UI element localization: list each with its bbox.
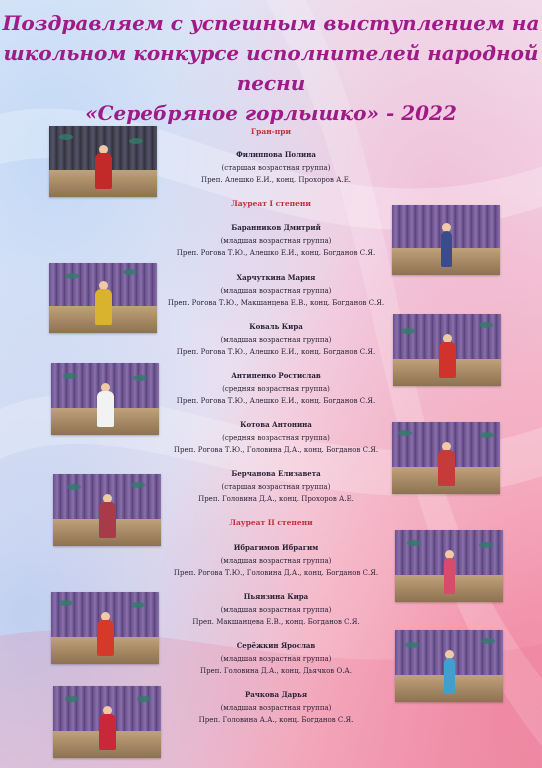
entry-group: (младшая возрастная группа): [220, 556, 332, 565]
entry-name: Серёжкин Ярослав: [236, 641, 316, 650]
entry-name: Антипенко Ростислав: [231, 371, 321, 380]
entry-pyanzina: [136, 591, 416, 629]
entry-group: (младшая возрастная группа): [220, 286, 332, 295]
entry-teachers: Преп. Рогова Т.Ю., Макшанцева Е.В., конц. Богданов С.Я.: [167, 299, 385, 307]
entry-antipenko: [136, 370, 416, 408]
entry-teachers: Преп. Головина А.А., конц. Богданов С.Я.: [198, 716, 354, 724]
entry-name: Коваль Кира: [249, 322, 303, 331]
entry-group: (младшая возрастная группа): [220, 236, 332, 245]
entry-name: Пьянзина Кира: [243, 592, 309, 601]
entry-teachers: Преп. Алешко Е.И., конц. Прохоров А.Е.: [200, 176, 352, 184]
entry-group: (младшая возрастная группа): [220, 335, 332, 344]
entry-teachers: Преп. Макшанцева Е.В., конц. Богданов С.Я.: [192, 618, 360, 626]
entry-name: Котова Антонина: [240, 420, 312, 429]
entry-seryozhkin: [136, 640, 416, 678]
entry-ibragimov: [136, 542, 416, 580]
entry-group: (младшая возрастная группа): [220, 654, 332, 663]
entry-name: Филиппова Полина: [236, 150, 316, 159]
entry-teachers: Преп. Рогова Т.Ю., Алешко Е.И., конц. Богданов С.Я.: [176, 348, 376, 356]
entry-teachers: Преп. Рогова Т.Ю., Головина Д.А., конц. Богданов С.Я.: [173, 446, 379, 454]
entry-berchanova: [136, 468, 416, 506]
title-line-1: Поздравляем с успешным выступлением на: [2, 11, 540, 35]
entry-koval: [136, 321, 416, 359]
entry-teachers: Преп. Рогова Т.Ю., Алешко Е.И., конц. Богданов С.Я.: [176, 249, 376, 257]
entry-name: Баранников Дмитрий: [231, 223, 321, 232]
title-line-2: школьном конкурсе исполнителей народной песни: [3, 41, 539, 95]
section-laureate-1: Лауреат I степени: [231, 199, 311, 208]
entry-group: (старшая возрастная группа): [221, 163, 331, 172]
entry-kotova: [136, 419, 416, 457]
title-line-3: «Серебряное горлышко» - 2022: [85, 101, 457, 125]
entry-group: (средняя возрастная группа): [222, 384, 330, 393]
entry-rachkova: [136, 689, 416, 727]
entry-group: (младшая возрастная группа): [220, 605, 332, 614]
entry-name: Харчуткина Мария: [236, 273, 316, 282]
section-grand-prix: Гран-при: [250, 127, 292, 136]
entry-teachers: Преп. Рогова Т.Ю., Головина Д.А., конц. Богданов С.Я.: [173, 569, 379, 577]
entry-kharchutkina: [136, 272, 416, 310]
entry-group: (средняя возрастная группа): [222, 433, 330, 442]
entry-group: (старшая возрастная группа): [221, 482, 331, 491]
entry-name: Берчанова Елизавета: [231, 469, 321, 478]
entry-teachers: Преп. Головина Д.А., конц. Прохоров А.Е.: [198, 495, 354, 503]
entry-filippova: [136, 149, 416, 187]
entry-barannikov: [136, 222, 416, 260]
entry-name: Ибрагимов Ибрагим: [233, 543, 319, 552]
entry-group: (младшая возрастная группа): [220, 703, 332, 712]
section-laureate-2: Лауреат II степени: [229, 518, 313, 527]
entry-name: Рачкова Дарья: [244, 690, 308, 699]
entry-teachers: Преп. Рогова Т.Ю., Алешко Е.И., конц. Богданов С.Я.: [176, 397, 376, 405]
entry-teachers: Преп. Головина Д.А., конц. Дьячков О.А.: [200, 667, 352, 675]
